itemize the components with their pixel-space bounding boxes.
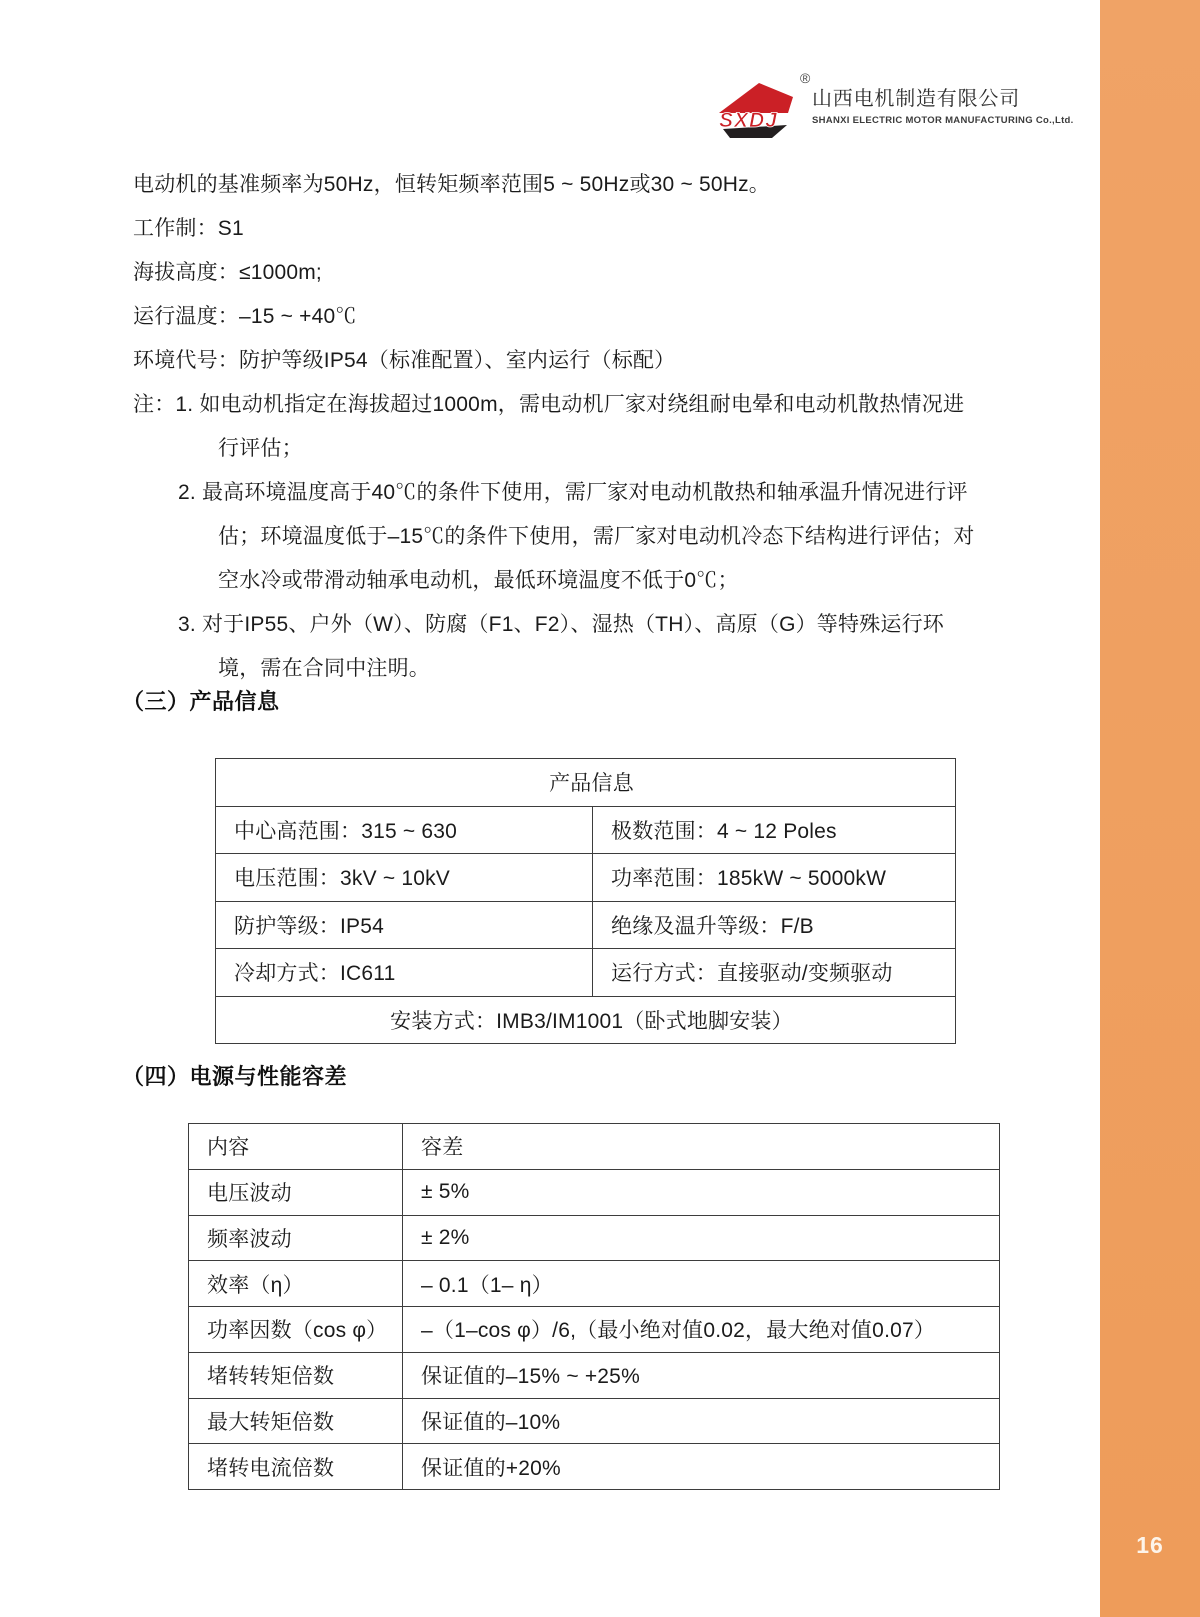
header-content: 内容	[189, 1124, 403, 1170]
cell-power-factor-label: 功率因数（cos φ）	[189, 1307, 403, 1353]
cell-freq-fluct-value: ± 2%	[403, 1215, 1000, 1261]
header-tolerance: 容差	[403, 1124, 1000, 1170]
product-table-title: 产品信息	[216, 759, 956, 807]
product-table-row	[216, 949, 956, 997]
tolerance-table	[188, 1123, 1000, 1490]
company-name-en: SHANXI ELECTRIC MOTOR MANUFACTURING Co.,Ltd.	[812, 115, 1074, 126]
cell-voltage-fluct-value: ± 5%	[403, 1169, 1000, 1215]
tolerance-header-row	[189, 1124, 1000, 1170]
tolerance-row	[189, 1444, 1000, 1490]
cell-locked-current-label: 堵转电流倍数	[189, 1444, 403, 1490]
spec-line-altitude: 海拔高度：≤1000m;	[133, 261, 322, 284]
cell-protection: 防护等级：IP54	[216, 901, 593, 949]
cell-pole-range: 极数范围：4 ~ 12 Poles	[593, 806, 956, 854]
product-table-footer-row	[216, 996, 956, 1044]
company-logo	[705, 68, 1074, 144]
product-info-table	[215, 758, 956, 1044]
cell-mounting: 安装方式：IMB3/IM1001（卧式地脚安装）	[216, 996, 956, 1044]
sxdj-logo-icon	[715, 80, 795, 138]
note-line-3b: 境，需在合同中注明。	[218, 657, 430, 680]
page-number: 16	[1136, 1532, 1164, 1558]
cell-insulation: 绝缘及温升等级：F/B	[593, 901, 956, 949]
section-heading-product-info: （三）产品信息	[122, 689, 280, 714]
note-line-2c: 空水冷或带滑动轴承电动机，最低环境温度不低于0℃；	[218, 569, 739, 592]
spec-line-duty: 工作制：S1	[133, 217, 244, 240]
registered-trademark-icon: ®	[800, 70, 811, 86]
note-line-2b: 估；环境温度低于–15℃的条件下使用，需厂家对电动机冷态下结构进行评估；对	[218, 525, 975, 548]
product-table-row	[216, 806, 956, 854]
cell-efficiency-label: 效率（η）	[189, 1261, 403, 1307]
company-names	[812, 82, 1074, 126]
cell-cooling: 冷却方式：IC611	[216, 949, 593, 997]
logo-abbr-text: SXDJ	[719, 109, 778, 132]
spec-text-block	[133, 163, 1078, 691]
spec-line-environment: 环境代号：防护等级IP54（标准配置）、室内运行（标配）	[133, 349, 676, 372]
cell-efficiency-value: – 0.1（1– η）	[403, 1261, 1000, 1307]
tolerance-row	[189, 1215, 1000, 1261]
cell-power-range: 功率范围：185kW ~ 5000kW	[593, 854, 956, 902]
cell-locked-torque-label: 堵转转矩倍数	[189, 1352, 403, 1398]
tolerance-row	[189, 1307, 1000, 1353]
note-line-1a: 注：1. 如电动机指定在海拔超过1000m，需电动机厂家对绕组耐电晕和电动机散热情况进	[133, 393, 965, 416]
cell-freq-fluct-label: 频率波动	[189, 1215, 403, 1261]
cell-power-factor-value: –（1–cos φ）/6,（最小绝对值0.02，最大绝对值0.07）	[403, 1307, 1000, 1353]
section-heading-tolerance: （四）电源与性能容差	[122, 1064, 348, 1089]
cell-voltage-range: 电压范围：3kV ~ 10kV	[216, 854, 593, 902]
spec-line-frequency: 电动机的基准频率为50Hz，恒转矩频率范围5 ~ 50Hz或30 ~ 50Hz。	[133, 173, 770, 196]
product-table-row	[216, 854, 956, 902]
cell-max-torque-label: 最大转矩倍数	[189, 1398, 403, 1444]
cell-locked-current-value: 保证值的+20%	[403, 1444, 1000, 1490]
product-table-title-row	[216, 759, 956, 807]
cell-max-torque-value: 保证值的–10%	[403, 1398, 1000, 1444]
tolerance-row	[189, 1261, 1000, 1307]
note-line-1b: 行评估；	[218, 437, 303, 460]
company-name-cn: 山西电机制造有限公司	[812, 88, 1020, 110]
note-line-3a: 3. 对于IP55、户外（W）、防腐（F1、F2）、湿热（TH）、高原（G）等特殊运行环	[178, 613, 945, 636]
product-table-row	[216, 901, 956, 949]
note-line-2a: 2. 最高环境温度高于40℃的条件下使用，需厂家对电动机散热和轴承温升情况进行评	[178, 481, 968, 504]
tolerance-row	[189, 1352, 1000, 1398]
cell-locked-torque-value: 保证值的–15% ~ +25%	[403, 1352, 1000, 1398]
sidebar-orange-band	[1100, 0, 1200, 1617]
cell-voltage-fluct-label: 电压波动	[189, 1169, 403, 1215]
tolerance-row	[189, 1398, 1000, 1444]
cell-center-height: 中心高范围：315 ~ 630	[216, 806, 593, 854]
spec-line-temperature: 运行温度：–15 ~ +40℃	[133, 305, 357, 328]
cell-operation: 运行方式：直接驱动/变频驱动	[593, 949, 956, 997]
tolerance-row	[189, 1169, 1000, 1215]
